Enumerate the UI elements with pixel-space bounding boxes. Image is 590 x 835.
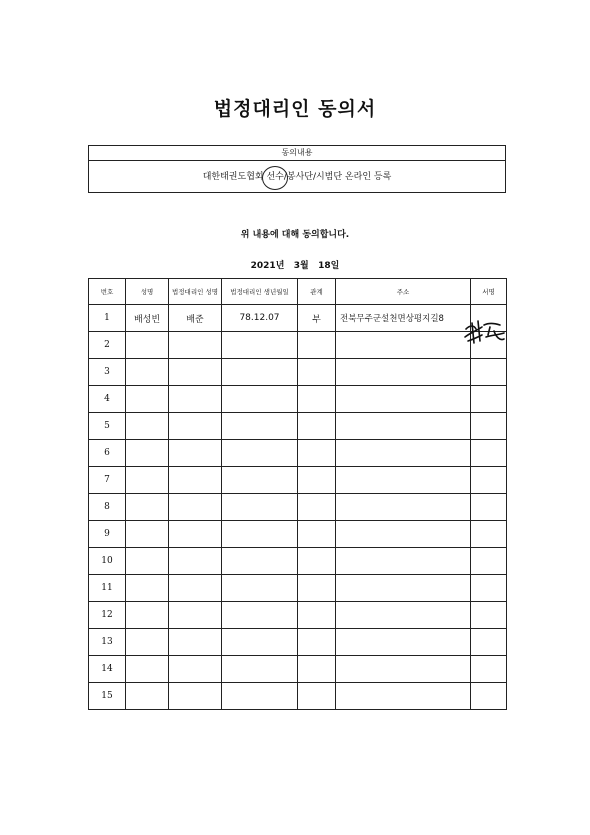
cell-guardian-name bbox=[169, 359, 222, 386]
cell-name bbox=[126, 413, 169, 440]
cell-name bbox=[126, 332, 169, 359]
table-row bbox=[89, 386, 507, 413]
cell-address bbox=[336, 413, 471, 440]
cell-signature bbox=[471, 386, 507, 413]
cell-guardian-birthdate bbox=[222, 413, 298, 440]
cell-address: 전북무주군설천면상평지길8 bbox=[336, 305, 471, 332]
header-guardian-birthdate: 법정대리인 생년월일 bbox=[222, 279, 298, 305]
cell-guardian-name bbox=[169, 386, 222, 413]
header-relation: 관계 bbox=[298, 279, 336, 305]
cell-name bbox=[126, 602, 169, 629]
cell-guardian-birthdate bbox=[222, 386, 298, 413]
cell-guardian-name bbox=[169, 440, 222, 467]
cell-signature bbox=[471, 413, 507, 440]
table-row bbox=[89, 683, 507, 710]
cell-guardian-birthdate bbox=[222, 548, 298, 575]
table-row bbox=[89, 467, 507, 494]
table-row bbox=[89, 629, 507, 656]
cell-name bbox=[126, 467, 169, 494]
cell-address bbox=[336, 602, 471, 629]
header-signature: 서명 bbox=[471, 279, 507, 305]
cell-relation bbox=[298, 359, 336, 386]
cell-guardian-name bbox=[169, 494, 222, 521]
table-row bbox=[89, 332, 507, 359]
guardian-table bbox=[88, 278, 507, 710]
row-number: 14 bbox=[89, 656, 126, 683]
agreement-statement: 위 내용에 대해 동의합니다. bbox=[240, 230, 350, 240]
cell-address bbox=[336, 656, 471, 683]
consent-box bbox=[88, 145, 506, 193]
row-number: 2 bbox=[89, 332, 126, 359]
table-header-row bbox=[89, 279, 507, 305]
cell-guardian-birthdate bbox=[222, 575, 298, 602]
cell-guardian-name bbox=[169, 683, 222, 710]
cell-address bbox=[336, 332, 471, 359]
cell-guardian-name bbox=[169, 656, 222, 683]
cell-name bbox=[126, 575, 169, 602]
row-number: 13 bbox=[89, 629, 126, 656]
consent-circled-option: 선수 bbox=[266, 161, 283, 193]
cell-guardian-name bbox=[169, 413, 222, 440]
document-date: 2021년 3월 18일 bbox=[250, 261, 340, 271]
signature-mark bbox=[460, 313, 508, 347]
table-row bbox=[89, 440, 507, 467]
cell-address bbox=[336, 575, 471, 602]
header-name: 성명 bbox=[126, 279, 169, 305]
cell-guardian-name bbox=[169, 332, 222, 359]
cell-name bbox=[126, 683, 169, 710]
cell-relation bbox=[298, 332, 336, 359]
row-number: 11 bbox=[89, 575, 126, 602]
cell-signature bbox=[471, 494, 507, 521]
cell-relation bbox=[298, 521, 336, 548]
row-number: 12 bbox=[89, 602, 126, 629]
row-number: 15 bbox=[89, 683, 126, 710]
row-number: 7 bbox=[89, 467, 126, 494]
cell-name bbox=[126, 440, 169, 467]
cell-guardian-name bbox=[169, 575, 222, 602]
table-row bbox=[89, 656, 507, 683]
cell-name bbox=[126, 656, 169, 683]
consent-content bbox=[89, 161, 505, 193]
cell-signature bbox=[471, 467, 507, 494]
cell-signature bbox=[471, 548, 507, 575]
consent-text-after: /봉사단/시범단 온라인 등록 bbox=[283, 172, 392, 182]
cell-guardian-name bbox=[169, 629, 222, 656]
cell-relation bbox=[298, 575, 336, 602]
cell-signature bbox=[471, 683, 507, 710]
cell-relation bbox=[298, 656, 336, 683]
cell-name bbox=[126, 359, 169, 386]
cell-relation: 부 bbox=[298, 305, 336, 332]
cell-relation bbox=[298, 683, 336, 710]
table-row bbox=[89, 494, 507, 521]
cell-address bbox=[336, 467, 471, 494]
cell-guardian-birthdate: 78.12.07 bbox=[222, 305, 298, 332]
cell-address bbox=[336, 629, 471, 656]
cell-guardian-name bbox=[169, 548, 222, 575]
row-number: 4 bbox=[89, 386, 126, 413]
table-body bbox=[89, 305, 507, 710]
cell-guardian-birthdate bbox=[222, 602, 298, 629]
cell-name: 배성빈 bbox=[126, 305, 169, 332]
cell-name bbox=[126, 494, 169, 521]
header-guardian-name: 법정대리인 성명 bbox=[169, 279, 222, 305]
cell-guardian-name: 배준 bbox=[169, 305, 222, 332]
row-number: 8 bbox=[89, 494, 126, 521]
cell-signature bbox=[471, 521, 507, 548]
row-number: 5 bbox=[89, 413, 126, 440]
cell-guardian-birthdate bbox=[222, 467, 298, 494]
cell-guardian-birthdate bbox=[222, 629, 298, 656]
cell-address bbox=[336, 386, 471, 413]
cell-relation bbox=[298, 467, 336, 494]
row-number: 3 bbox=[89, 359, 126, 386]
cell-guardian-name bbox=[169, 602, 222, 629]
cell-address bbox=[336, 683, 471, 710]
cell-signature bbox=[471, 602, 507, 629]
table-row bbox=[89, 305, 507, 332]
cell-relation bbox=[298, 494, 336, 521]
cell-name bbox=[126, 629, 169, 656]
document-title: 법정대리인 동의서 bbox=[213, 98, 377, 120]
row-number: 6 bbox=[89, 440, 126, 467]
cell-relation bbox=[298, 548, 336, 575]
cell-relation bbox=[298, 629, 336, 656]
cell-relation bbox=[298, 602, 336, 629]
cell-relation bbox=[298, 413, 336, 440]
cell-signature bbox=[471, 656, 507, 683]
table-row bbox=[89, 521, 507, 548]
cell-address bbox=[336, 548, 471, 575]
cell-guardian-birthdate bbox=[222, 440, 298, 467]
cell-guardian-birthdate bbox=[222, 656, 298, 683]
table-row bbox=[89, 359, 507, 386]
cell-signature bbox=[471, 359, 507, 386]
row-number: 1 bbox=[89, 305, 126, 332]
table-row bbox=[89, 413, 507, 440]
cell-address bbox=[336, 440, 471, 467]
cell-relation bbox=[298, 440, 336, 467]
table-row bbox=[89, 575, 507, 602]
cell-guardian-name bbox=[169, 467, 222, 494]
cell-signature bbox=[471, 575, 507, 602]
cell-relation bbox=[298, 386, 336, 413]
cell-name bbox=[126, 548, 169, 575]
consent-header: 동의내용 bbox=[89, 146, 505, 161]
cell-name bbox=[126, 386, 169, 413]
cell-guardian-birthdate bbox=[222, 332, 298, 359]
cell-guardian-birthdate bbox=[222, 494, 298, 521]
cell-address bbox=[336, 494, 471, 521]
cell-guardian-birthdate bbox=[222, 359, 298, 386]
cell-guardian-name bbox=[169, 521, 222, 548]
cell-signature bbox=[471, 629, 507, 656]
row-number: 10 bbox=[89, 548, 126, 575]
table-row bbox=[89, 602, 507, 629]
table-row bbox=[89, 548, 507, 575]
header-number: 번호 bbox=[89, 279, 126, 305]
cell-signature bbox=[471, 440, 507, 467]
cell-guardian-birthdate bbox=[222, 521, 298, 548]
row-number: 9 bbox=[89, 521, 126, 548]
header-address: 주소 bbox=[336, 279, 471, 305]
cell-name bbox=[126, 521, 169, 548]
cell-guardian-birthdate bbox=[222, 683, 298, 710]
cell-address bbox=[336, 521, 471, 548]
cell-address bbox=[336, 359, 471, 386]
consent-text-before: 대한태권도협회 bbox=[202, 172, 267, 182]
